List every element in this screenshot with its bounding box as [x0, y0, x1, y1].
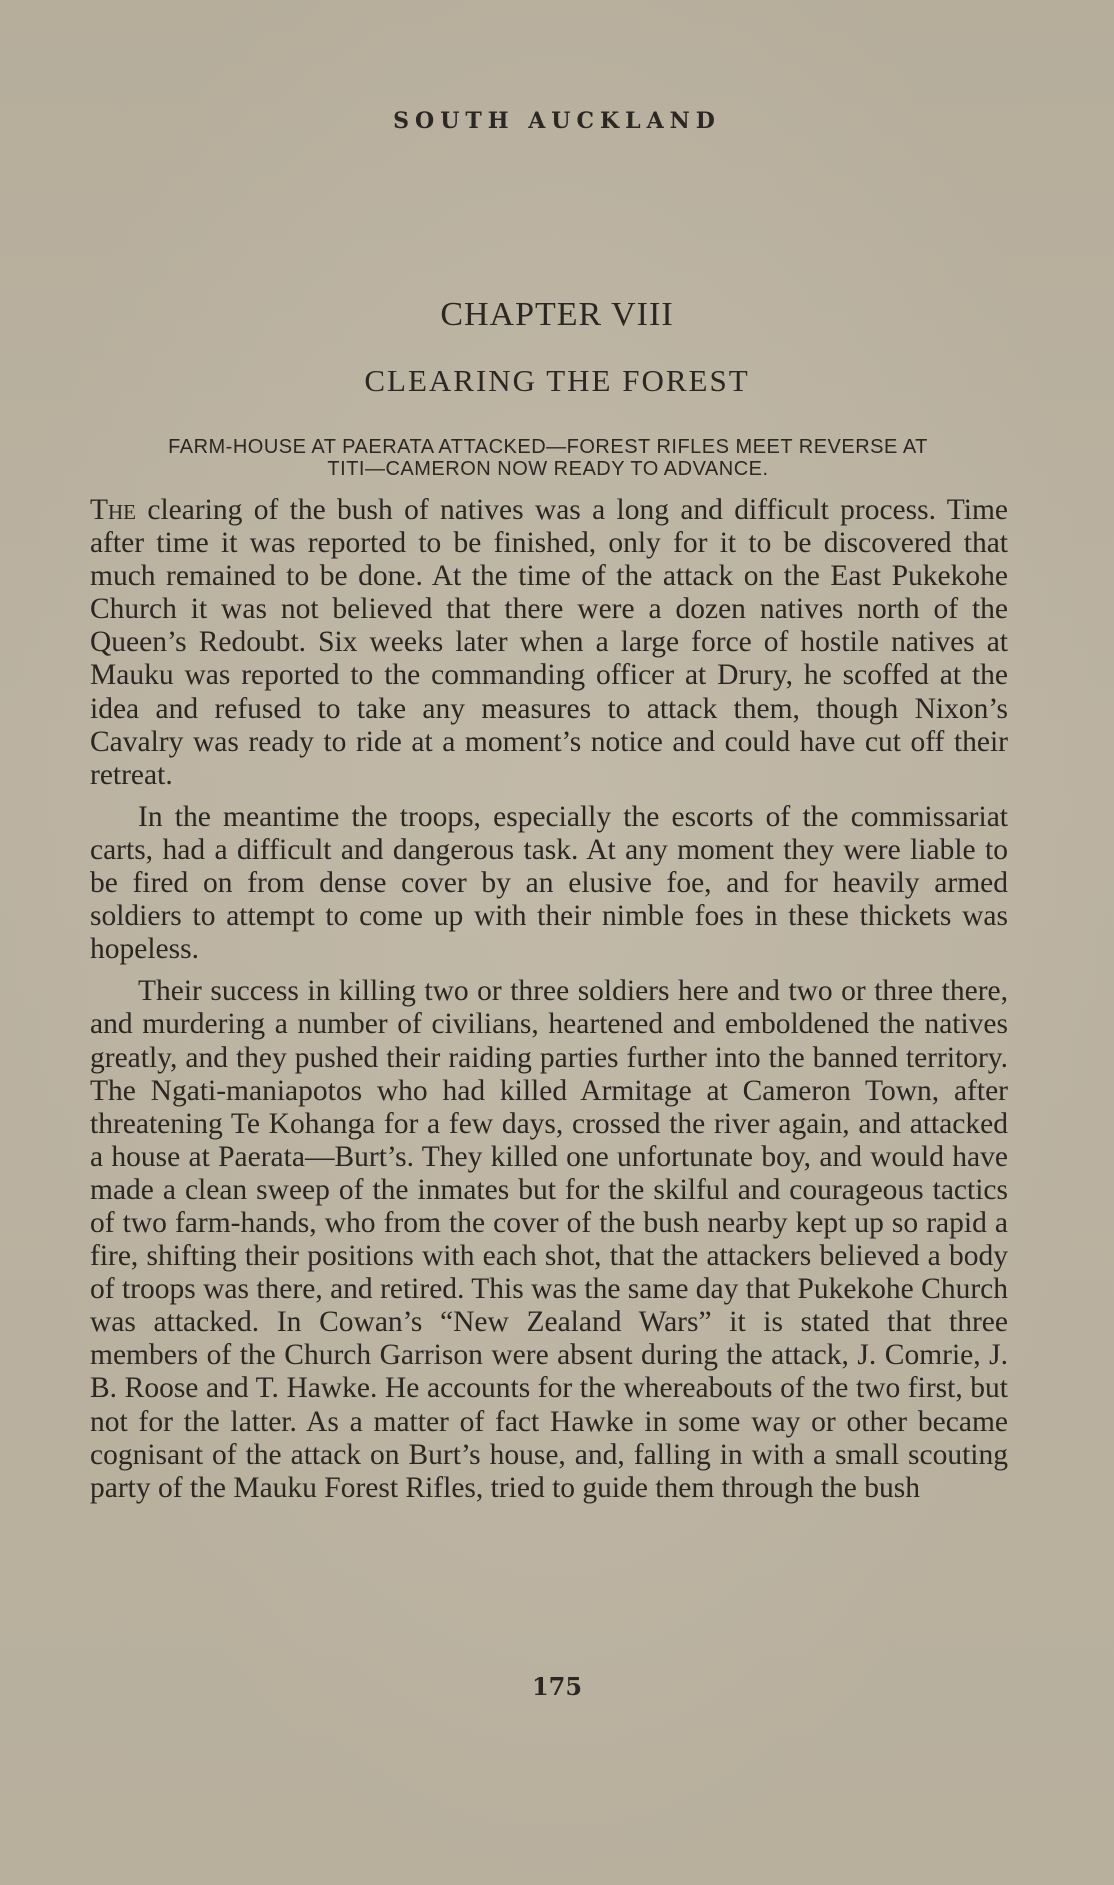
- body-text: [90, 494, 1008, 1514]
- paragraph-3: Their success in killing two or three soldiers here and two or three there, and murdering a number of civilians, heartened and emboldened the natives greatly, and they pushed their raiding parties further into the banned territory. The Ngati-maniapotos who had killed Armitage at Cameron Town, after threatening Te Kohanga for a few days, crossed the river again, and attacked a house at Paerata—Burt’s. They killed one unfortunate boy, and would have made a clean sweep of the inmates but for the skilful and courageous tactics of two farm-hands, who from the cover of the bush nearby kept up so rapid a fire, shifting their positions with each shot, that the attackers believed a body of troops was there, and retired. This was the same day that Pukekohe Church was attacked. In Cowan’s “New Zealand Wars” it is stated that three members of the Church Garrison were absent during the attack, J. Comrie, J. B. Roose and T. Hawke. He accounts for the whereabouts of the two first, but not for the latter. As a matter of fact Hawke in some way or other became cognisant of the attack on Burt’s house, and, falling in with a small scouting party of the Mauku Forest Rifles, tried to guide them through the bush: [90, 975, 1008, 1504]
- summary-line-2: TITI—CAMERON NOW READY TO ADVANCE.: [327, 458, 769, 480]
- chapter-number: CHAPTER VIII: [440, 296, 674, 333]
- page-number: 175: [531, 1672, 583, 1701]
- paragraph-1-text: clearing of the bush of natives was a long and difficult process. Time after time it was reported to be finished, only for it to be discovered that much remained to be done. At the time of the attack on the East Pukekohe Church it was not believed that there were a dozen natives north of the Queen’s Redoubt. Six weeks later when a large force of hostile natives at Mauku was reported to the commanding officer at Drury, he scoffed at the idea and refused to take any measures to attack them, though Nixon’s Cavalry was ready to ride at a moment’s notice and could have cut off their retreat.: [90, 494, 1008, 791]
- summary-line-1: FARM-HOUSE AT PAERATA ATTACKED—FOREST RIFLES MEET REVERSE AT: [168, 436, 928, 458]
- paragraph-lead-word: The: [90, 494, 137, 526]
- paragraph-1: [90, 494, 1008, 792]
- chapter-title: CLEARING THE FOREST: [364, 363, 750, 398]
- running-head: SOUTH AUCKLAND: [393, 108, 721, 134]
- chapter-summary: [88, 436, 1008, 480]
- paragraph-2: In the meantime the troops, especially the escorts of the commissariat carts, had a difficult and dangerous task. At any moment they were liable to be fired on from dense cover by an elusive foe, and for heavily armed soldiers to attempt to come up with their nimble foes in these thickets was hopeless.: [90, 800, 1008, 966]
